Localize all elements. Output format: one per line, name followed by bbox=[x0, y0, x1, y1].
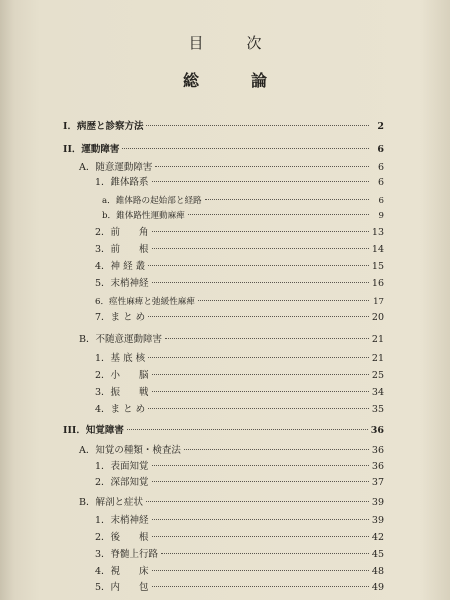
toc-entry bbox=[63, 144, 384, 156]
toc-entry-page: 25 bbox=[371, 370, 384, 381]
toc-leader bbox=[155, 166, 369, 167]
toc-entry-label: 3．振 戦 bbox=[95, 387, 149, 398]
toc-entry-label: 5．末梢神経 bbox=[95, 278, 149, 289]
toc-entry-page: 35 bbox=[371, 404, 384, 415]
toc-entry bbox=[95, 278, 384, 290]
page-title: 目 次 bbox=[188, 34, 276, 52]
toc-leader bbox=[184, 449, 369, 450]
toc-leader bbox=[152, 586, 369, 587]
toc-entry bbox=[95, 296, 384, 308]
toc-entry-page: 6 bbox=[378, 196, 384, 206]
section-title: 総 論 bbox=[182, 71, 285, 90]
toc-entry-page: 49 bbox=[371, 582, 384, 593]
toc-leader bbox=[152, 519, 369, 520]
toc-entry-label: 2．小 脳 bbox=[95, 370, 149, 381]
toc-entry-page: 48 bbox=[371, 566, 384, 577]
toc-entry bbox=[95, 261, 384, 273]
toc-leader bbox=[198, 300, 369, 301]
toc-entry-page: 15 bbox=[371, 261, 384, 272]
toc-entry-page: 16 bbox=[371, 278, 384, 289]
toc-entry-page: 36 bbox=[371, 461, 384, 472]
toc-entry bbox=[102, 210, 384, 222]
toc-entry bbox=[102, 195, 384, 207]
toc-entry-label: 4．神 経 叢 bbox=[95, 261, 146, 272]
toc-leader bbox=[152, 465, 369, 466]
toc-entry-page: 39 bbox=[371, 515, 384, 526]
toc-entry bbox=[95, 227, 384, 239]
toc-leader bbox=[148, 316, 369, 317]
toc-entry-label: 3．脊髄上行路 bbox=[95, 549, 159, 560]
toc-entry-page: 36 bbox=[371, 445, 384, 456]
toc-entry-page: 14 bbox=[371, 244, 384, 255]
toc-leader bbox=[152, 181, 369, 182]
toc-entry bbox=[95, 532, 384, 544]
toc-leader bbox=[146, 125, 369, 126]
toc-entry-page: 2 bbox=[377, 121, 384, 132]
toc-leader bbox=[152, 536, 369, 537]
toc-leader bbox=[122, 148, 369, 149]
toc-entry-page: 45 bbox=[371, 549, 384, 560]
toc-leader bbox=[161, 553, 369, 554]
toc-entry-page: 37 bbox=[371, 477, 384, 488]
toc-leader bbox=[148, 357, 369, 358]
toc-entry-page: 13 bbox=[371, 227, 384, 238]
toc-entry-label: A．知覚の種類・検査法 bbox=[79, 445, 181, 456]
toc-entry-label: 1．表面知覚 bbox=[95, 461, 149, 472]
toc-entry bbox=[79, 334, 384, 346]
toc-entry bbox=[95, 353, 384, 365]
toc-leader bbox=[152, 481, 369, 482]
toc-entry-label: 7．ま と め bbox=[95, 312, 146, 323]
toc-entry-label: 2．後 根 bbox=[95, 532, 149, 543]
toc-entry bbox=[95, 387, 384, 399]
toc-entry bbox=[95, 477, 384, 489]
toc-entry bbox=[95, 177, 384, 189]
toc-entry bbox=[95, 370, 384, 382]
toc-entry-label: 2．深部知覚 bbox=[95, 477, 149, 488]
toc-entry-page: 6 bbox=[377, 144, 384, 155]
toc-entry-page: 36 bbox=[370, 425, 384, 436]
toc-entry bbox=[95, 404, 384, 416]
toc-entry-label: a．錐体路の起始部と経路 bbox=[102, 196, 202, 206]
toc-entry bbox=[95, 566, 384, 578]
toc-entry-page: 9 bbox=[378, 211, 384, 221]
toc-entry-label: 1．基 底 核 bbox=[95, 353, 146, 364]
toc-entry-label: 3．前 根 bbox=[95, 244, 149, 255]
toc-entry-label: II．運動障害 bbox=[63, 144, 120, 155]
toc-entry-page: 6 bbox=[377, 177, 384, 188]
toc-leader bbox=[205, 199, 369, 200]
toc-entry-label: 6．痙性麻痺と弛緩性麻痺 bbox=[95, 297, 195, 307]
toc-entry-page: 20 bbox=[371, 312, 384, 323]
toc-entry-label: I．病歴と診察方法 bbox=[63, 121, 144, 132]
toc-entry-page: 42 bbox=[371, 532, 384, 543]
toc-entry bbox=[79, 497, 384, 509]
toc-entry bbox=[79, 445, 384, 457]
toc-entry-page: 34 bbox=[371, 387, 384, 398]
toc-entry bbox=[95, 461, 384, 473]
toc-leader bbox=[152, 374, 369, 375]
toc-leader bbox=[152, 570, 369, 571]
toc-leader bbox=[127, 429, 368, 430]
toc-entry bbox=[63, 425, 384, 437]
toc-leader bbox=[152, 391, 369, 392]
toc-entry-label: 1．錐体路系 bbox=[95, 177, 149, 188]
toc-entry bbox=[79, 162, 384, 174]
toc-entry bbox=[95, 515, 384, 527]
toc-entry-label: A．随意運動障害 bbox=[79, 162, 153, 173]
toc-leader bbox=[188, 214, 369, 215]
toc-leader bbox=[148, 408, 369, 409]
toc-entry-label: 5．内 包 bbox=[95, 582, 149, 593]
toc-entry bbox=[95, 244, 384, 256]
toc-entry-label: 4．視 床 bbox=[95, 566, 149, 577]
toc-entry-page: 17 bbox=[373, 297, 384, 307]
toc-entry-label: III．知覚障害 bbox=[63, 425, 124, 436]
toc-entry-page: 21 bbox=[371, 334, 384, 345]
toc-entry-label: B．解剖と症状 bbox=[79, 497, 143, 508]
toc-entry-label: 1．末梢神経 bbox=[95, 515, 149, 526]
toc-entry-page: 39 bbox=[371, 497, 384, 508]
toc-leader bbox=[146, 501, 369, 502]
toc-entry bbox=[95, 582, 384, 594]
toc-entry-page: 21 bbox=[371, 353, 384, 364]
toc-leader bbox=[152, 248, 369, 249]
toc-entry-label: b．錐体路性運動麻痺 bbox=[102, 211, 185, 221]
toc-leader bbox=[152, 282, 369, 283]
toc-leader bbox=[165, 338, 369, 339]
toc-entry bbox=[63, 121, 384, 133]
toc-leader bbox=[152, 231, 369, 232]
toc-entry-page: 6 bbox=[377, 162, 384, 173]
toc-entry bbox=[95, 312, 384, 324]
toc-leader bbox=[148, 265, 369, 266]
toc-entry bbox=[95, 549, 384, 561]
toc-entry-label: B．不随意運動障害 bbox=[79, 334, 162, 345]
toc-entry-label: 4．ま と め bbox=[95, 404, 146, 415]
toc-entry-label: 2．前 角 bbox=[95, 227, 149, 238]
